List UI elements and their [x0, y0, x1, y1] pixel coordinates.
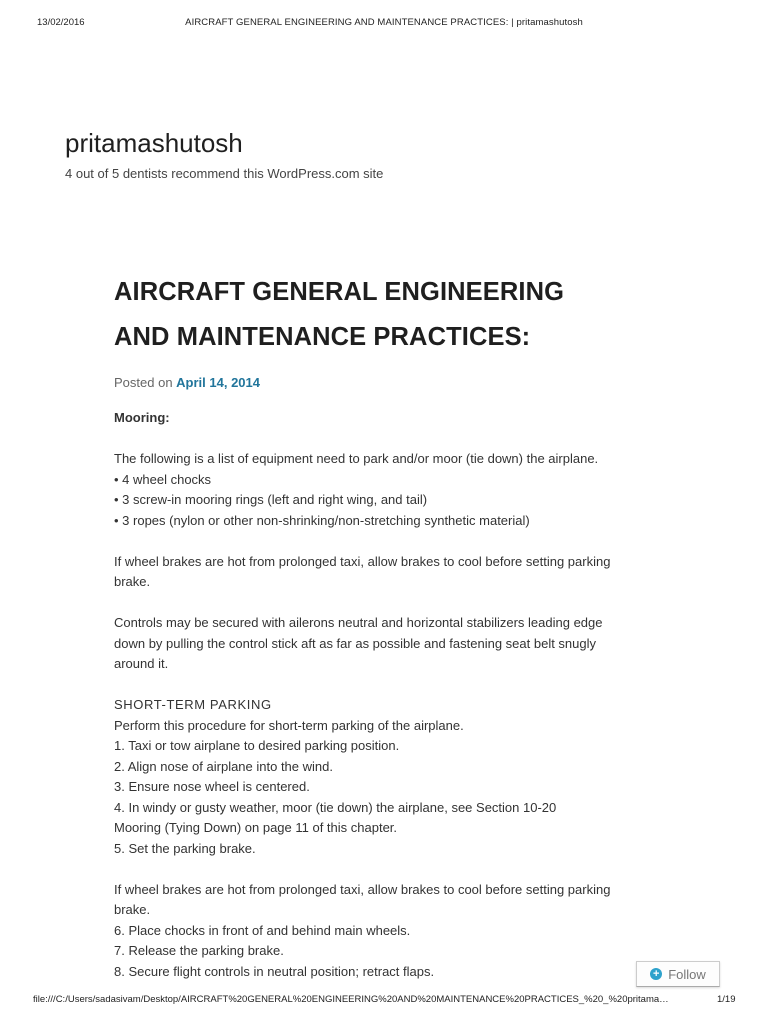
controls-line-2: down by pulling the control stick aft as far as possible and fastening seat belt snugly [114, 635, 597, 651]
brakes-note-line-1: If wheel brakes are hot from prolonged taxi, allow brakes to cool before setting parking [114, 553, 611, 569]
short-term-heading: SHORT-TERM PARKING [114, 697, 272, 712]
list-item: • 3 screw-in mooring rings (left and right wing, and tail) [114, 492, 428, 507]
post-meta [114, 375, 644, 390]
list-item: 4. In windy or gusty weather, moor (tie down) the airplane, see Section 10-20 [114, 799, 557, 815]
posted-on-label: Posted on [114, 375, 173, 390]
mooring-heading: Mooring: [114, 410, 170, 425]
controls-line-3: around it. [114, 656, 169, 671]
entry-content [114, 408, 644, 982]
print-file-url: file:///C:/Users/sadasivam/Desktop/AIRCRAFT%20GENERAL%20ENGINEERING%20AND%20MAINTENANCE%20PRACTICES_%20_%20pritama… [33, 994, 669, 1005]
equipment-intro: The following is a list of equipment need to park and/or moor (tie down) the airplane. [114, 451, 599, 466]
final-steps-section [114, 880, 644, 983]
controls-paragraph [114, 613, 644, 675]
list-item: • 3 ropes (nylon or other non-shrinking/non-stretching synthetic material) [114, 512, 530, 528]
list-item: 6. Place chocks in front of and behind main wheels. [114, 922, 411, 938]
print-page-title: AIRCRAFT GENERAL ENGINEERING AND MAINTENANCE PRACTICES: | pritamashutosh [185, 17, 583, 28]
controls-line-1: Controls may be secured with ailerons neutral and horizontal stabilizers leading edge [114, 615, 603, 630]
plus-circle-icon: + [650, 968, 662, 980]
list-item: 3. Ensure nose wheel is centered. [114, 779, 310, 794]
brakes-note-2-line-1: If wheel brakes are hot from prolonged taxi, allow brakes to cool before setting parking [114, 881, 611, 897]
site-title[interactable]: pritamashutosh [65, 128, 243, 158]
site-tagline: 4 out of 5 dentists recommend this WordPress.com site [65, 166, 384, 181]
short-term-parking-section [114, 695, 644, 859]
list-item: • 4 wheel chocks [114, 471, 212, 487]
print-date: 13/02/2016 [37, 17, 85, 28]
print-header [0, 17, 768, 31]
list-item: 7. Release the parking brake. [114, 943, 284, 958]
list-item: Mooring (Tying Down) on page 11 of this chapter. [114, 820, 398, 835]
short-term-intro: Perform this procedure for short-term parking of the airplane. [114, 717, 464, 733]
entry-title-line-2: AND MAINTENANCE PRACTICES: [114, 323, 531, 351]
list-item: 2. Align nose of airplane into the wind. [114, 758, 333, 774]
post-date-link[interactable]: April 14, 2014 [176, 375, 260, 390]
equipment-list [114, 449, 644, 531]
entry-title-line-1: AIRCRAFT GENERAL ENGINEERING [114, 278, 565, 306]
follow-button[interactable] [636, 961, 720, 987]
entry-title[interactable] [114, 270, 644, 360]
list-item: 5. Set the parking brake. [114, 840, 256, 856]
brakes-note [114, 552, 644, 593]
brakes-note-2-line-2: brake. [114, 902, 151, 917]
follow-label: Follow [668, 966, 706, 982]
list-item: 1. Taxi or tow airplane to desired parking position. [114, 738, 400, 753]
list-item: 8. Secure flight controls in neutral position; retract flaps. [114, 963, 435, 979]
print-footer [0, 994, 768, 1008]
brakes-note-line-2: brake. [114, 574, 151, 589]
print-page-count: 1/19 [717, 994, 736, 1005]
article [114, 270, 644, 1003]
